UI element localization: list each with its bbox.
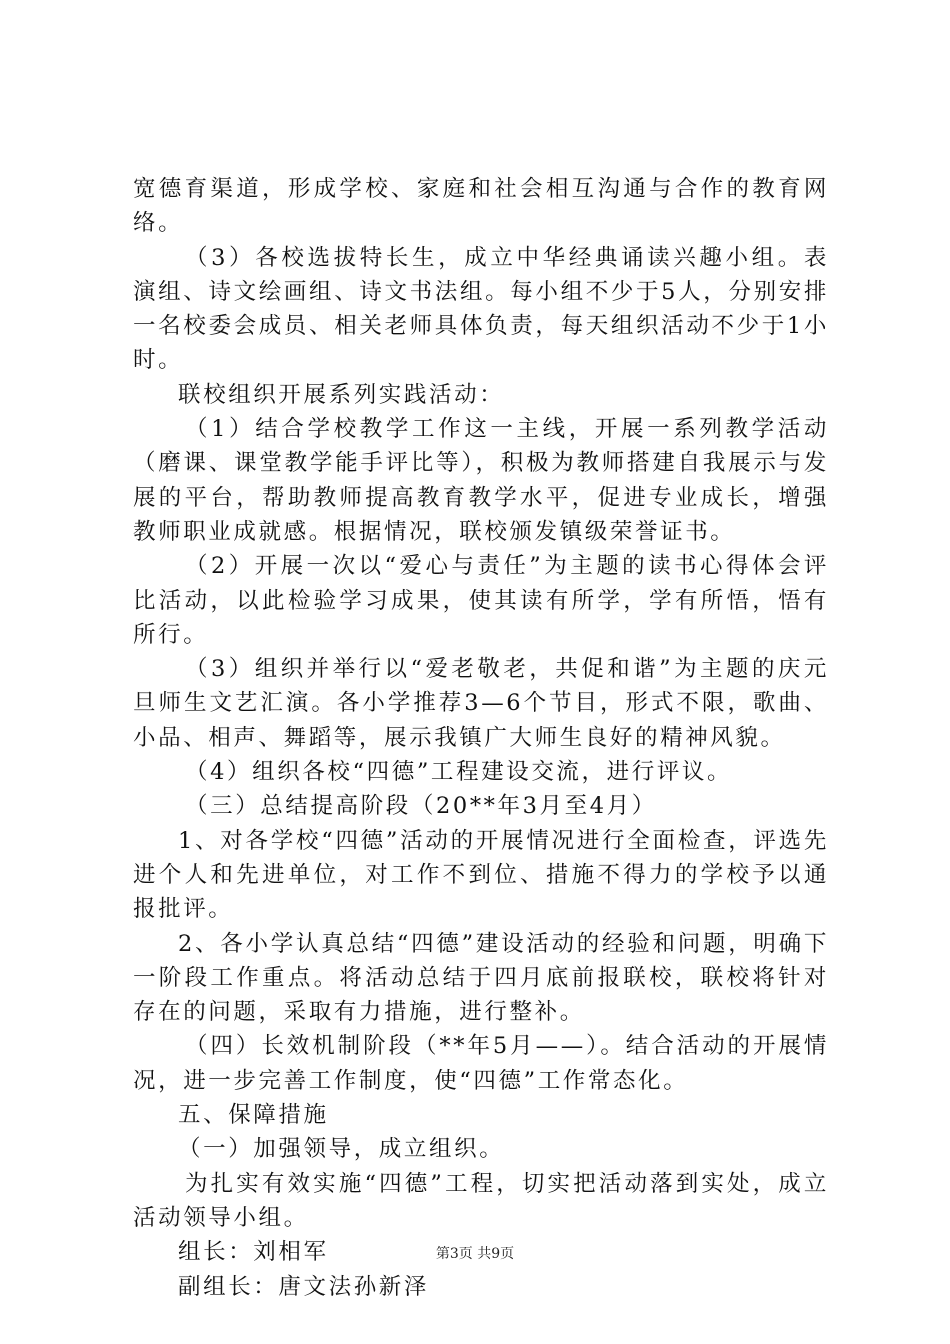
- page-number-footer: 第3页 共9页: [435, 1246, 515, 1262]
- paragraph-item: （1）结合学校教学工作这一主线，开展一系列教学活动（磨课、课堂教学能手评比等），积极为教师搭建自我展示与发展的平台，帮助教师提高教育教学水平，促进专业成长，增强教师职业成就感。根据情况，联校颁发镇级荣誉证书。: [133, 416, 829, 545]
- paragraph-heading: 联校组织开展系列实践活动：: [178, 381, 505, 408]
- section-heading: 五、保障措施: [178, 1102, 329, 1129]
- leader-line: 组长：刘相军: [178, 1239, 329, 1266]
- deputy-leader-line: 副组长：唐文法孙新泽: [178, 1273, 430, 1300]
- paragraph-item: 2、各小学认真总结“四德”建设活动的经验和问题，明确下一阶段工作重点。将活动总结于四月底前报联校，联校将针对存在的问题，采取有力措施，进行整补。: [133, 930, 829, 1026]
- paragraph-item: （3）组织并举行以“爱老敬老，共促和谐”为主题的庆元旦师生文艺汇演。各小学推荐3—6个节目，形式不限，歌曲、小品、相声、舞蹈等，展示我镇广大师生良好的精神风貌。: [133, 656, 829, 751]
- paragraph-item: （3）各校选拔特长生，成立中华经典诵读兴趣小组。表演组、诗文绘画组、诗文书法组。每小组不少于5人，分别安排一名校委会成员、相关老师具体负责，每天组织活动不少于1小时。: [133, 244, 829, 374]
- section-heading: （四）长效机制阶段（**年5月——）。结合活动的开展情况，进一步完善工作制度，使“四德”工作常态化。: [133, 1033, 829, 1094]
- paragraph-item: （4）组织各校“四德”工程建设交流，进行评议。: [185, 759, 733, 786]
- section-heading: （三）总结提高阶段（20**年3月至4月）: [185, 793, 657, 820]
- subsection-heading: （一）加强领导，成立组织。: [178, 1136, 505, 1163]
- paragraph-item: 1、对各学校“四德”活动的开展情况进行全面检查，评选先进个人和先进单位，对工作不到位、措施不得力的学校予以通报批评。: [133, 827, 829, 923]
- paragraph-continuation: 宽德育渠道，形成学校、家庭和社会相互沟通与合作的教育网络。: [133, 176, 829, 237]
- paragraph-item: 为扎实有效实施“四德”工程，切实把活动落到实处，成立活动领导小组。: [133, 1170, 829, 1231]
- document-body: [133, 172, 829, 1304]
- paragraph-item: （2）开展一次以“爱心与责任”为主题的读书心得体会评比活动，以此检验学习成果，使其读有所学，学有所悟，悟有所行。: [133, 553, 829, 648]
